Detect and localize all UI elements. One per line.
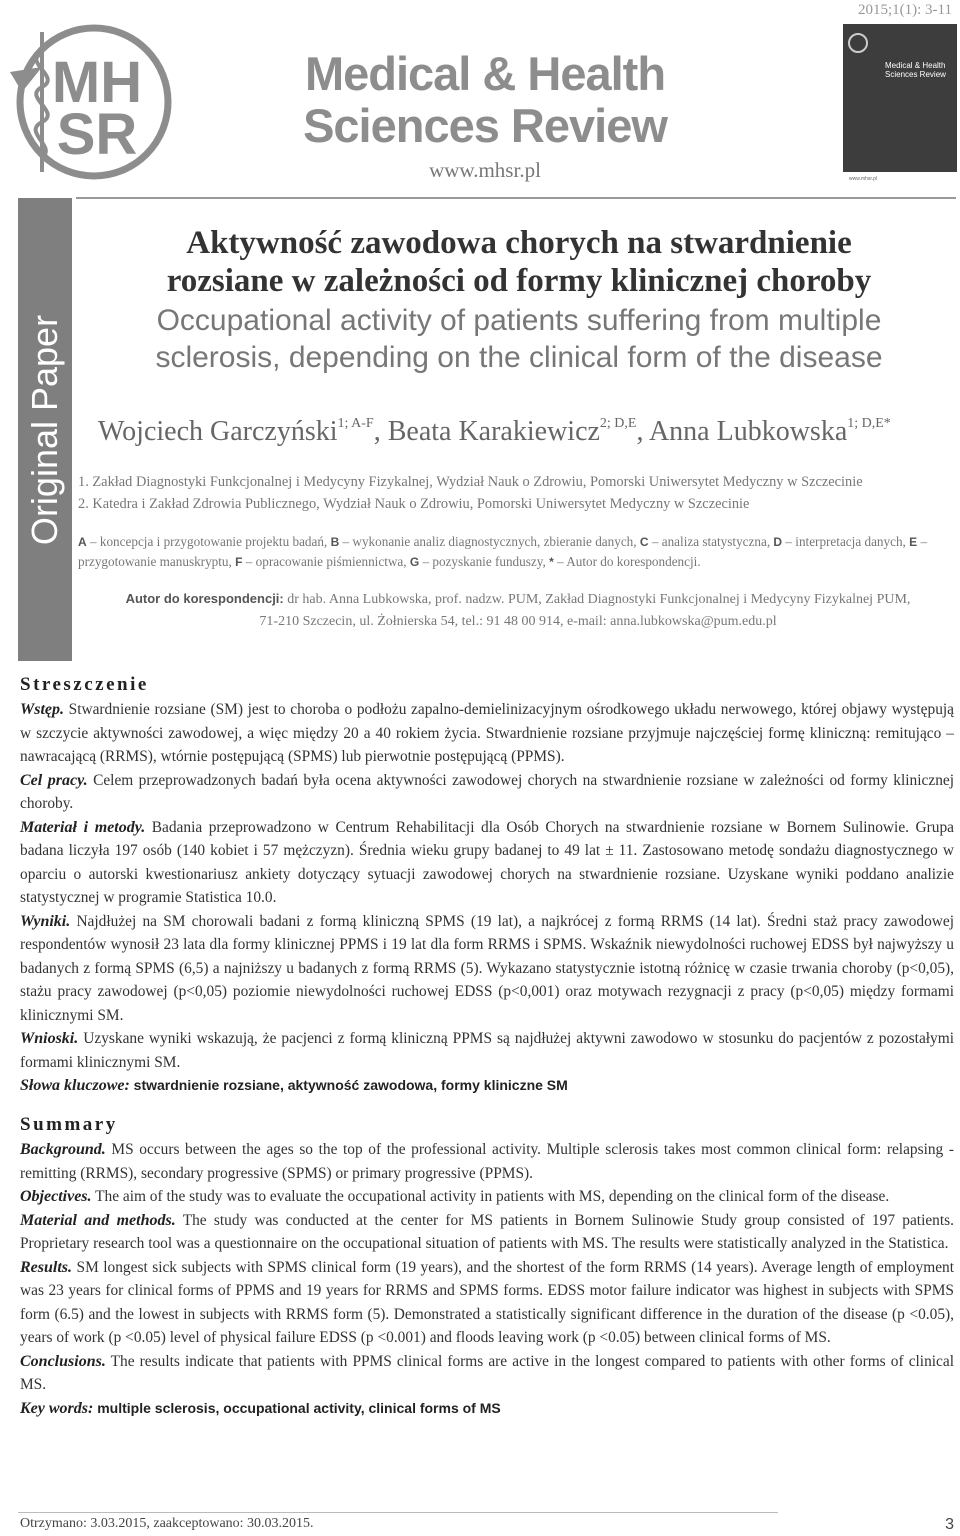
summary-paragraph: Objectives. The aim of the study was to evaluate the occupational activity in patients with MS, depending on the clinical form of the disease. — [20, 1188, 890, 1205]
correspondence-label: Autor do korespondencji: — [125, 591, 284, 606]
summary-paragraph: Background. MS occurs between the ages so the top of the professional activity. Multiple sclerosis takes most common clinical form: relapsing - remitting (RRMS), secondary progressive (SPMS) or primary progressive (PPMS). — [20, 1141, 954, 1182]
author-affiliation: 2; D,E — [599, 416, 637, 431]
author-contributions: A – koncepcja i przygotowanie projektu badań, B – wykonanie analiz diagnostycznych, zbieranie danych, C – analiza statystyczna, D – interpretacja danych, E – przygotowanie manuskryptu, F – opracowanie piśmiennictwa, G – pozyskanie funduszy, * – Autor do korespondencji. — [78, 534, 928, 569]
summary-paragraph: Conclusions. The results indicate that patients with PPMS clinical forms are active in the longest compared to patients with other forms of clinical MS. — [20, 1352, 954, 1393]
page-number: 3 — [945, 1516, 954, 1533]
title-english: Occupational activity of patients suffering from multiple sclerosis, depending on the clinical form of the disease — [155, 304, 883, 374]
logo-text-bottom: SR — [56, 102, 138, 167]
author-affiliation: 1; D,E* — [847, 416, 891, 431]
cover-logo-icon — [847, 32, 869, 54]
abstract-paragraph: Cel pracy. Celem przeprowadzonych badań była ocena aktywności zawodowej chorych na stwardnienie rozsiane w zależności od formy klinicznej choroby. — [20, 771, 954, 812]
affiliation-2: 2. Katedra i Zakład Zdrowia Publicznego, Wydział Nauk o Zdrowiu, Pomorski Uniwersytet Medyczny w Szczecinie — [78, 496, 750, 512]
abstract-paragraph: Wyniki. Najdłużej na SM chorowali badani z formą kliniczną SPMS (19 lat), a najkrócej z formą RRMS (14 lat). Średni staż pracy zawodowej respondentów wynosił 23 lata dla formy klinicznej PPMS i 19 lat dla form RRMS i SPMS. Wskaźnik niewydolności ruchowej EDSS był najwyższy u badanych z formą SPMS (6,5) a najniższy u badanych z formą RRMS (5). Wykazano statystycznie istotną różnicę w czasie trwania choroby (p<0,05), stażu pracy zawodowej (p<0,05) poziomie niewydolności ruchowej EDSS (p<0,001) oraz motywach rezygnacji z pracy (p<0,05) między formami klinicznymi SM. — [20, 912, 954, 1024]
affiliation-1: 1. Zakład Diagnostyki Funkcjonalnej i Medycyny Fizykalnej, Wydział Nauk o Zdrowiu, Pomorski Uniwersytet Medyczny w Szczecinie — [78, 474, 863, 490]
author-name: Beata Karakiewicz — [387, 416, 600, 447]
summary-heading: Summary — [20, 1114, 118, 1135]
author-name: Wojciech Garczyński — [98, 416, 338, 447]
correspondence-info: Autor do korespondencji: dr hab. Anna Lubkowska, prof. nadzw. PUM, Zakład Diagnostyki Funkcjonalnej i Medycyny Fizykalnej PUM, 71-210 Szczecin, ul. Żołnierska 54, tel.: 91 48 00 914, e-mail: anna.lubkowska@pum.edu.pl — [125, 591, 911, 629]
abstract-paragraph: Wstęp. Stwardnienie rozsiane (SM) jest to choroba o podłożu zapalno-demielinizacyjnym ośrodkowego układu nerwowego, której objawy występują w szczycie aktywności zawodowej, a więc między 20 a 40 rokiem życia. Stwardnienie rozsiane przyjmuje najczęściej formę kliniczną: remitująco – nawracającą (RRMS), wtórnie postępującą (SPMS) lub pierwotnie postępującą (PPMS). — [20, 701, 954, 765]
summary-paragraph: Results. SM longest sick subjects with SPMS clinical form (19 years), and the shortest of the form RRMS (14 years). Average length of employment was 23 years for clinical forms of PPMS and 19 years for RRMS and SPMS forms. EDSS motor failure indicator was highest in subjects with SPMS form (6.5) and the lowest in subjects with RRMS form (5). Demonstrated a statistically significant difference in the duration of the disease (p <0.05), years of work (p <0.05) level of physical failure EDSS (p <0.001) and floods leaving work (p <0.05) between clinical forms of MS. — [20, 1258, 954, 1346]
cover-footer-bar — [843, 172, 957, 190]
footer-divider — [18, 1512, 778, 1513]
journal-logo-icon — [2, 22, 174, 182]
abstract-paragraph: Materiał i metody. Badania przeprowadzono w Centrum Rehabilitacji dla Osób Chorych na stwardnienie rozsiane w Bornem Sulinowie. Grupa badana liczyła 197 osób (140 kobiet i 57 mężczyzn). Średnia wieku grupy badanej to 49 lat ± 11. Zastosowano metodę sondażu diagnostycznego w oparciu o autorski kwestionariusz ankiety dotyczący sytuacji zawodowej chorych na stwardnienie rozsiane. Uzyskane wyniki poddano analizie statystycznej w programie Statistica 10.0. — [20, 818, 954, 906]
keywords-en: Key words: multiple sclerosis, occupational activity, clinical forms of MS — [20, 1399, 501, 1417]
abstract-paragraph: Wnioski. Uzyskane wyniki wskazują, że pacjenci z formą kliniczną PPMS są najdłużej aktywni zawodowo w stosunku do pacjentów z pozostałymi formami klinicznymi SM. — [20, 1030, 954, 1071]
cover-url: www.mhsr.pl — [849, 176, 878, 182]
streszczenie-heading: Streszczenie — [20, 674, 149, 695]
article-type-label: Original Paper — [24, 314, 65, 545]
header-divider — [76, 197, 956, 199]
author-name: Anna Lubkowska — [648, 416, 848, 447]
summary-paragraph: Material and methods. The study was conducted at the center for MS patients in Bornem Sulinowie Study group consisted of 197 patients. Proprietary research tool was a questionnaire on the occupational situation of patients with MS. The results were statistically analyzed in the Statistica. — [20, 1211, 954, 1252]
journal-title: Medical & Health Sciences Review — [303, 47, 667, 152]
keywords-pl: Słowa kluczowe: stwardnienie rozsiane, aktywność zawodowa, formy kliniczne SM — [20, 1077, 568, 1094]
cover-title: Medical & Health Sciences Review — [885, 61, 946, 79]
title-polish: Aktywność zawodowa chorych na stwardnienie rozsiane w zależności od formy klinicznej choroby — [166, 225, 872, 299]
journal-cover-thumbnail — [843, 24, 957, 190]
citation: 2015;1(1): 3-11 — [857, 2, 952, 18]
author-affiliation: 1; A-F — [337, 416, 374, 431]
logo-text-top: MH — [51, 50, 143, 115]
article-type-sidebar — [18, 198, 72, 661]
journal-url[interactable]: www.mhsr.pl — [429, 158, 541, 182]
received-date: Otrzymano: 3.03.2015, zaakceptowano: 30.03.2015. — [20, 1516, 314, 1531]
author-list: Wojciech Garczyński$^{1; A-F}$, Beata Karakiewicz$^{2; D,E}$, Anna Lubkowska$^{1; D,E*}$ — [98, 416, 891, 447]
streszczenie-body — [20, 698, 954, 1098]
summary-body — [20, 1138, 954, 1420]
